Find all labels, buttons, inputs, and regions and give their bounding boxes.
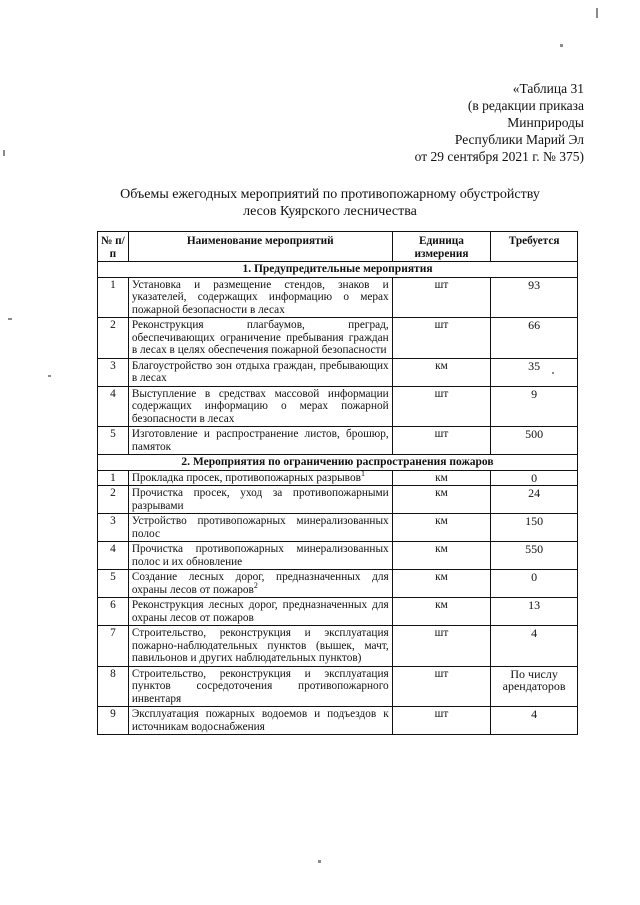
- title-line-1: Объемы ежегодных мероприятий по противопожарному обустройству: [120, 187, 540, 202]
- row-unit: шт: [392, 707, 491, 735]
- table-row: [98, 514, 578, 542]
- row-unit: шт: [392, 386, 491, 427]
- measure-name-text: Прокладка просек, противопожарных разрывов: [131, 471, 361, 484]
- measures-table: [97, 231, 578, 735]
- row-measure-name: Устройство противопожарных минерализованных полос: [128, 514, 392, 542]
- row-number: 3: [98, 514, 129, 542]
- column-header-number: № п/п: [98, 232, 129, 262]
- row-number: 2: [98, 486, 129, 514]
- table-row: [98, 707, 578, 735]
- row-required: 24: [491, 486, 578, 514]
- row-required: 9: [491, 386, 578, 427]
- row-unit: шт: [392, 666, 491, 707]
- row-unit: шт: [392, 427, 491, 455]
- row-unit: км: [392, 514, 491, 542]
- table-row: [98, 626, 578, 667]
- table-row: [98, 358, 578, 386]
- column-header-name: Наименование мероприятий: [128, 232, 392, 262]
- table-body: [98, 262, 578, 735]
- row-number: 5: [98, 427, 129, 455]
- row-required: 13: [491, 598, 578, 626]
- row-required: 550: [491, 542, 578, 570]
- table-row: [98, 570, 578, 598]
- row-required: 4: [491, 707, 578, 735]
- row-measure-name: [128, 570, 392, 598]
- amendment-note: [415, 80, 584, 165]
- row-required: По числу арендаторов: [491, 666, 578, 707]
- row-unit: шт: [392, 277, 491, 318]
- row-measure-name: Прочистка просек, уход за противопожарными разрывами: [128, 486, 392, 514]
- row-unit: шт: [392, 318, 491, 359]
- row-number: 4: [98, 386, 129, 427]
- amendment-line-4: Республики Марий Эл: [454, 132, 584, 147]
- scan-mark: [318, 860, 321, 863]
- row-measure-name: Прочистка противопожарных минерализованных полос и их обновление: [128, 542, 392, 570]
- amendment-line-5: от 29 сентября 2021 г. № 375): [414, 149, 584, 164]
- table-row: [98, 470, 578, 486]
- table-row: [98, 598, 578, 626]
- row-required: 0: [491, 570, 578, 598]
- row-number: 9: [98, 707, 129, 735]
- row-required: 66: [491, 318, 578, 359]
- row-unit: км: [392, 470, 491, 486]
- row-measure-name: Реконструкция плагбаумов, преград, обеспечивающих ограничение пребывания граждан в лесах в целях обеспечения пожарной безопасности: [128, 318, 392, 359]
- row-measure-name: Благоустройство зон отдыха граждан, пребывающих в лесах: [128, 358, 392, 386]
- amendment-line-3: Минприроды: [507, 115, 584, 130]
- amendment-line-1: «Таблица 31: [512, 81, 584, 96]
- row-number: 5: [98, 570, 129, 598]
- row-measure-name: Строительство, реконструкция и эксплуатация пунктов сосредоточения противопожарного инвентаря: [128, 666, 392, 707]
- footnote-marker: 1: [360, 468, 365, 478]
- scan-mark: [560, 44, 563, 47]
- row-number: 3: [98, 358, 129, 386]
- row-unit: км: [392, 358, 491, 386]
- row-unit: км: [392, 542, 491, 570]
- row-measure-name: [128, 470, 392, 486]
- row-number: 1: [98, 470, 129, 486]
- scan-mark: [8, 318, 12, 320]
- scan-mark: [3, 150, 5, 156]
- row-number: 1: [98, 277, 129, 318]
- section-title: 2. Мероприятия по ограничению распространения пожаров: [98, 455, 578, 471]
- row-measure-name: Установка и размещение стендов, знаков и указателей, содержащих информацию о мерах пожарной безопасности в лесах: [128, 277, 392, 318]
- table-row: [98, 542, 578, 570]
- column-header-required: Требуется: [491, 232, 578, 262]
- row-measure-name: Строительство, реконструкция и эксплуатация пожарно-наблюдательных пунктов (вышек, мачт, павильонов и других наблюдательных пунктов): [128, 626, 392, 667]
- section-title: 1. Предупредительные мероприятия: [98, 262, 578, 278]
- row-required: 93: [491, 277, 578, 318]
- scan-mark: [596, 8, 598, 18]
- row-number: 6: [98, 598, 129, 626]
- table-row: [98, 666, 578, 707]
- row-required: 0: [491, 470, 578, 486]
- table-row: [98, 386, 578, 427]
- row-unit: шт: [392, 626, 491, 667]
- row-unit: км: [392, 486, 491, 514]
- row-required: 35: [491, 358, 578, 386]
- title-line-2: лесов Куярского лесничества: [243, 204, 417, 219]
- row-measure-name: Изготовление и распространение листов, брошюр, памяток: [128, 427, 392, 455]
- section-header-spread-limitation: [98, 455, 578, 471]
- scan-mark: [552, 372, 554, 374]
- row-required: 4: [491, 626, 578, 667]
- row-measure-name: Эксплуатация пожарных водоемов и подъездов к источникам водоснабжения: [128, 707, 392, 735]
- document-title: [80, 186, 580, 220]
- row-measure-name: Реконструкция лесных дорог, предназначенных для охраны лесов от пожаров: [128, 598, 392, 626]
- table-row: [98, 486, 578, 514]
- row-required: 500: [491, 427, 578, 455]
- row-unit: км: [392, 598, 491, 626]
- amendment-line-2: (в редакции приказа: [467, 98, 584, 113]
- table-row: [98, 318, 578, 359]
- row-required: 150: [491, 514, 578, 542]
- measure-name-text: Создание лесных дорог, предназначенных для охраны лесов от пожаров: [131, 571, 389, 596]
- row-number: 8: [98, 666, 129, 707]
- table-row: [98, 427, 578, 455]
- table-header-row: [98, 232, 578, 262]
- row-number: 7: [98, 626, 129, 667]
- row-unit: км: [392, 570, 491, 598]
- row-number: 2: [98, 318, 129, 359]
- section-header-preventive: [98, 262, 578, 278]
- scan-mark: [48, 375, 51, 377]
- row-number: 4: [98, 542, 129, 570]
- table-row: [98, 277, 578, 318]
- footnote-marker: 2: [253, 580, 258, 590]
- row-measure-name: Выступление в средствах массовой информации содержащих информацию о мерах пожарной безопасности в лесах: [128, 386, 392, 427]
- column-header-unit: Единица измерения: [392, 232, 491, 262]
